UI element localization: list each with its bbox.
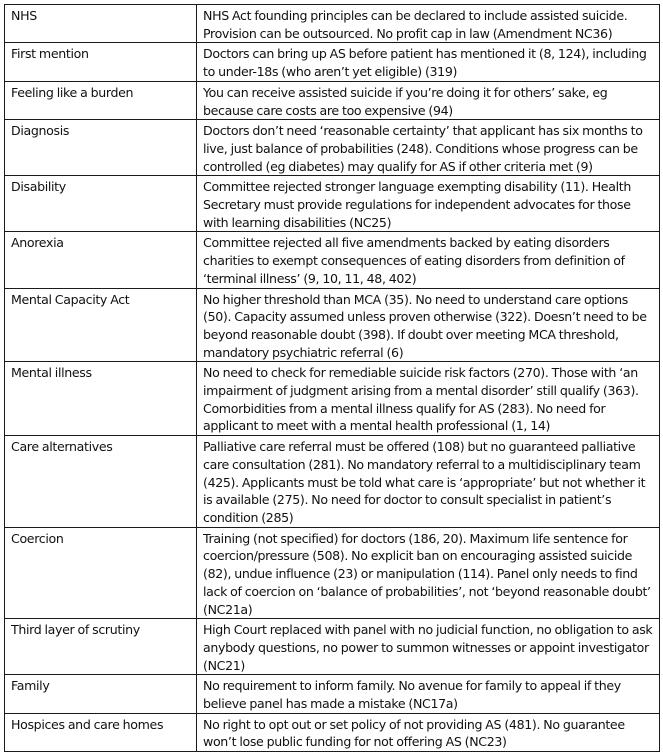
topic-cell: Third layer of scrutiny: [5, 619, 197, 675]
detail-cell: Palliative care referral must be offered (108) but no guaranteed palliative care consultation (281). No mandatory referral to a multidisciplinary team (425). Applicants must be told what care is ‘appropriate’ but not whether it is available (275). No need for doctor to consult specialist in patient’s condition (285): [197, 436, 660, 528]
topic-cell: Anorexia: [5, 232, 197, 288]
topic-cell: Diagnosis: [5, 120, 197, 176]
detail-cell: No higher threshold than MCA (35). No need to understand care options (50). Capacity assumed unless proven otherwise (322). Doesn’t need to be beyond reasonable doubt (398). If doubt over meeting MCA threshold, mandatory psychiatric referral (6): [197, 288, 660, 362]
table-row: [5, 120, 660, 176]
table-row: [5, 675, 660, 713]
detail-cell: You can receive assisted suicide if you’re doing it for others’ sake, eg because care costs are too expensive (94): [197, 81, 660, 119]
topic-cell: Mental Capacity Act: [5, 288, 197, 362]
table-row: [5, 619, 660, 675]
detail-cell: No requirement to inform family. No avenue for family to appeal if they believe panel has made a mistake (NC17a): [197, 675, 660, 713]
table-row: [5, 232, 660, 288]
topic-cell: Coercion: [5, 527, 197, 619]
table-row: [5, 5, 660, 43]
topic-cell: Family: [5, 675, 197, 713]
detail-cell: Committee rejected all five amendments backed by eating disorders charities to exempt consequences of eating disorders from definition of ‘terminal illness’ (9, 10, 11, 48, 402): [197, 232, 660, 288]
detail-cell: NHS Act founding principles can be declared to include assisted suicide. Provision can be outsourced. No profit cap in law (Amendment NC36): [197, 5, 660, 43]
table-row: [5, 527, 660, 619]
table-row: [5, 288, 660, 362]
topic-cell: Feeling like a burden: [5, 81, 197, 119]
topic-cell: First mention: [5, 43, 197, 81]
detail-cell: High Court replaced with panel with no judicial function, no obligation to ask anybody questions, no power to summon witnesses or appoint investigator (NC21): [197, 619, 660, 675]
topic-cell: Disability: [5, 176, 197, 232]
table-row: [5, 81, 660, 119]
detail-cell: No need to check for remediable suicide risk factors (270). Those with ‘an impairment of judgment arising from a mental disorder’ still qualify (363). Comorbidities from a mental illness qualify for AS (283). No need for applicant to meet with a mental health professional (1, 14): [197, 362, 660, 436]
topic-cell: Hospices and care homes: [5, 713, 197, 751]
detail-cell: No right to opt out or set policy of not providing AS (481). No guarantee won’t lose public funding for not offering AS (NC23): [197, 713, 660, 751]
topic-cell: NHS: [5, 5, 197, 43]
table-row: [5, 362, 660, 436]
policy-table: [4, 4, 660, 752]
table-row: [5, 43, 660, 81]
topic-cell: Care alternatives: [5, 436, 197, 528]
topic-cell: Mental illness: [5, 362, 197, 436]
detail-cell: Training (not specified) for doctors (186, 20). Maximum life sentence for coercion/pressure (508). No explicit ban on encouraging assisted suicide (82), undue influence (23) or manipulation (114). Panel only needs to find lack of coercion on ‘balance of probabilities’, not ‘beyond reasonable doubt’ (NC21a): [197, 527, 660, 619]
table-row: [5, 436, 660, 528]
detail-cell: Doctors can bring up AS before patient has mentioned it (8, 124), including to under-18s (who aren’t yet eligible) (319): [197, 43, 660, 81]
detail-cell: Committee rejected stronger language exempting disability (11). Health Secretary must provide regulations for independent advocates for those with learning disabilities (NC25): [197, 176, 660, 232]
table-row: [5, 713, 660, 751]
detail-cell: Doctors don’t need ‘reasonable certainty’ that applicant has six months to live, just balance of probabilities (248). Conditions whose progress can be controlled (eg diabetes) may qualify for AS if other criteria met (9): [197, 120, 660, 176]
table-row: [5, 176, 660, 232]
